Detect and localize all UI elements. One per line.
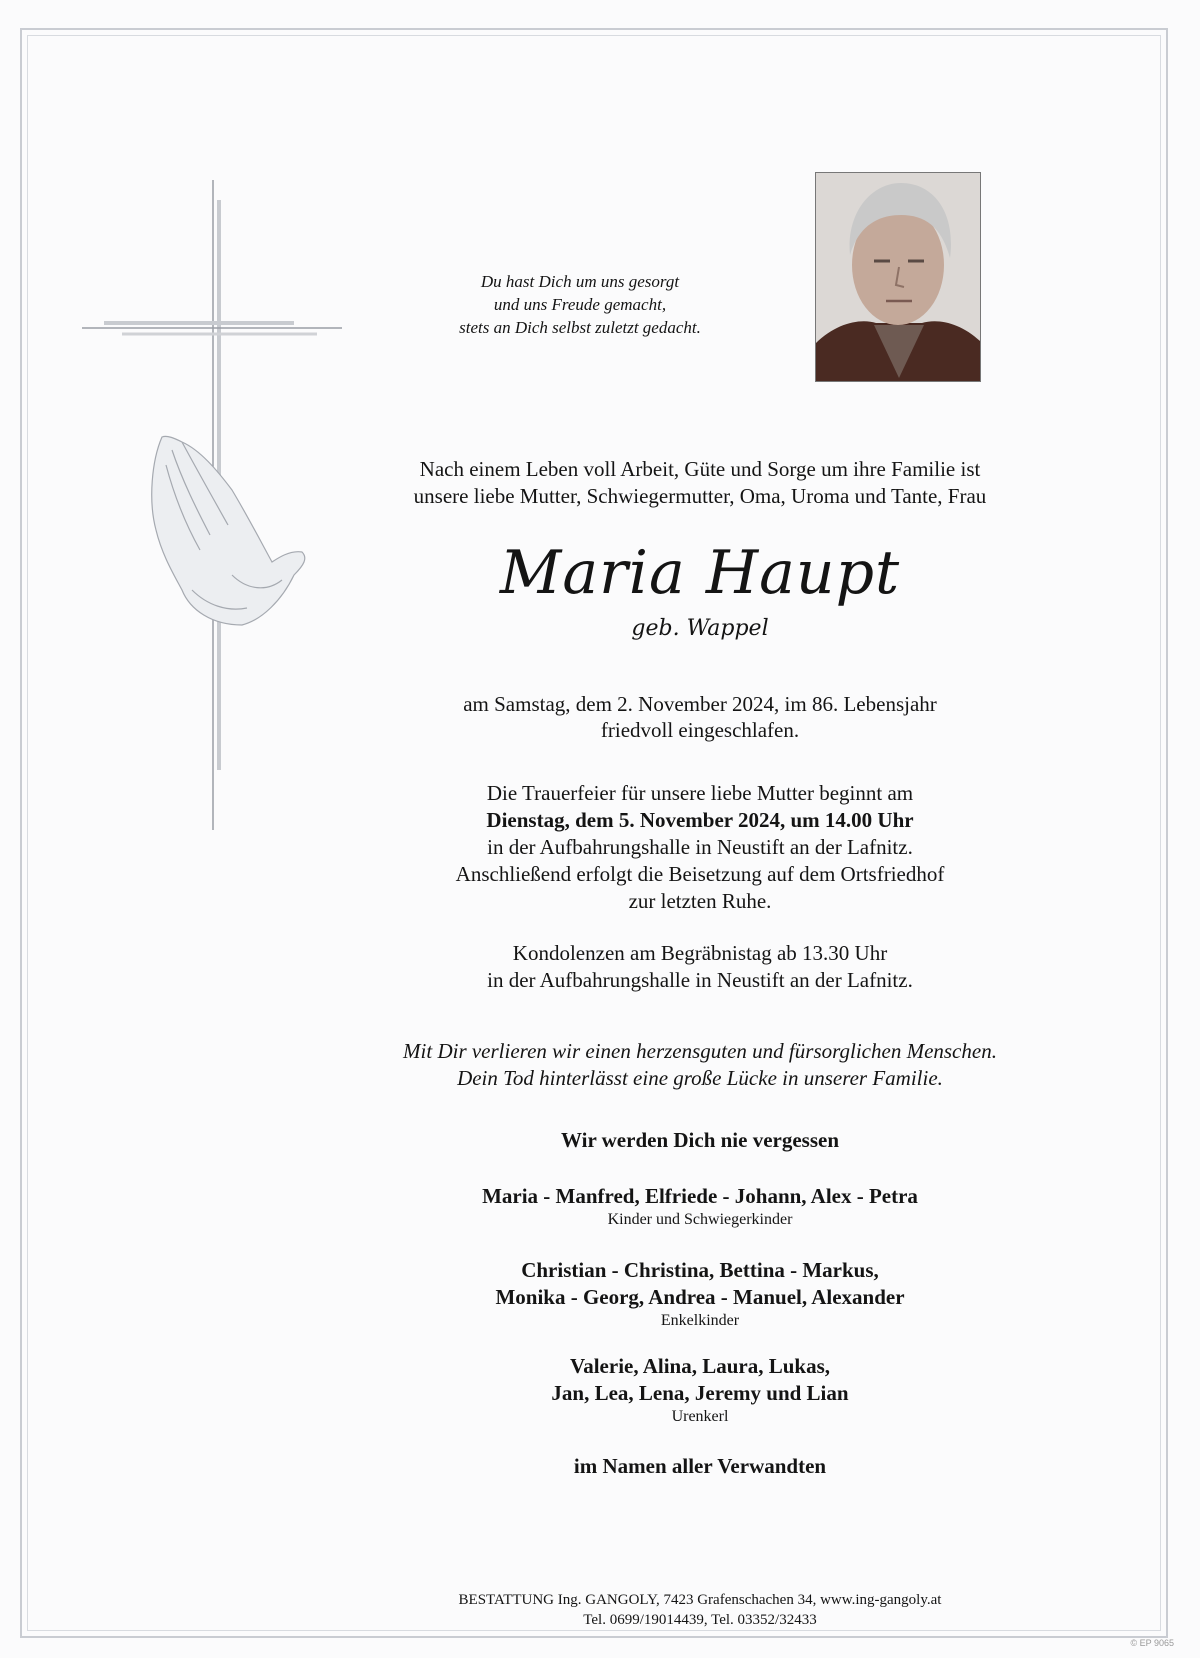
family-names: Valerie, Alina, Laura, Lukas, <box>569 1354 831 1378</box>
motto-line: und uns Freude gemacht, <box>493 295 667 314</box>
portrait-photo <box>815 172 981 382</box>
praying-hands-icon <box>152 436 305 625</box>
ceremony-line: Anschließend erfolgt die Beisetzung auf dem Ortsfriedhof <box>455 862 945 886</box>
family-role: Urenkerl <box>671 1408 729 1425</box>
funeral-home-footer <box>300 1590 1100 1630</box>
motto-verse <box>400 270 760 339</box>
farewell-quote <box>300 1038 1100 1092</box>
family-role: Enkelkinder <box>660 1312 740 1329</box>
ceremony-info <box>300 780 1100 915</box>
family-role: Kinder und Schwiegerkinder <box>607 1211 793 1228</box>
print-code: © EP 9065 <box>1130 1638 1174 1648</box>
ceremony-date: Dienstag, dem 5. November 2024, um 14.00 Uhr <box>486 808 914 832</box>
footer-line: Tel. 0699/19014439, Tel. 03352/32433 <box>583 1612 817 1628</box>
family-names: Monika - Georg, Andrea - Manuel, Alexander <box>495 1285 905 1309</box>
intro-text <box>300 456 1100 510</box>
ceremony-line: in der Aufbahrungshalle in Neustift an der Lafnitz. <box>487 835 913 859</box>
death-line: friedvoll eingeschlafen. <box>600 718 800 742</box>
portrait-image <box>816 173 981 382</box>
family-names: Maria - Manfred, Elfriede - Johann, Alex - Petra <box>482 1184 918 1208</box>
deceased-name: Maria Haupt <box>499 538 901 608</box>
intro-line: unsere liebe Mutter, Schwiegermutter, Oma, Uroma und Tante, Frau <box>413 484 987 508</box>
motto-line: stets an Dich selbst zuletzt gedacht. <box>459 318 701 337</box>
family-names: Christian - Christina, Bettina - Markus, <box>521 1258 879 1282</box>
quote-line: Mit Dir verlieren wir einen herzensguten und fürsorglichen Menschen. <box>403 1039 997 1063</box>
ceremony-line: zur letzten Ruhe. <box>628 889 772 913</box>
footer-line: BESTATTUNG Ing. GANGOLY, 7423 Grafenschachen 34, www.ing-gangoly.at <box>458 1592 942 1608</box>
death-line: am Samstag, dem 2. November 2024, im 86. Lebensjahr <box>463 692 937 716</box>
condolences-info <box>300 940 1100 994</box>
family-group-great-grandchildren <box>300 1353 1100 1427</box>
condolences-line: in der Aufbahrungshalle in Neustift an der Lafnitz. <box>487 968 913 992</box>
relatives-line: im Namen aller Verwandten <box>573 1454 827 1478</box>
family-names: Jan, Lea, Lena, Jeremy und Lian <box>551 1381 849 1405</box>
signoff: Wir werden Dich nie vergessen <box>560 1128 840 1152</box>
intro-line: Nach einem Leben voll Arbeit, Güte und Sorge um ihre Familie ist <box>419 457 981 481</box>
family-group-children <box>300 1183 1100 1230</box>
death-notice <box>300 691 1100 743</box>
motto-line: Du hast Dich um uns gesorgt <box>480 272 680 291</box>
condolences-line: Kondolenzen am Begräbnistag ab 13.30 Uhr <box>512 941 888 965</box>
birth-name: geb. Wappel <box>631 616 769 641</box>
family-group-grandchildren <box>300 1257 1100 1331</box>
quote-line: Dein Tod hinterlässt eine große Lücke in unserer Familie. <box>457 1066 943 1090</box>
ceremony-line: Die Trauerfeier für unsere liebe Mutter beginnt am <box>486 781 914 805</box>
